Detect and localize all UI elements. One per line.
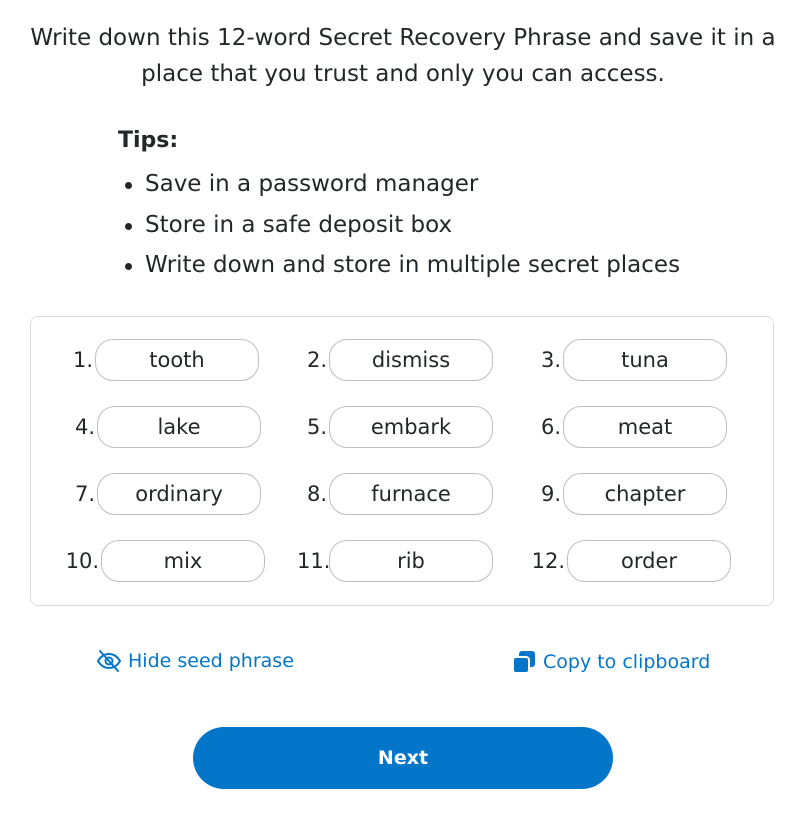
word-index: 10. — [65, 549, 99, 573]
word-index: 3. — [540, 348, 561, 372]
word-item-8 — [303, 473, 493, 515]
word-index: 6. — [540, 415, 561, 439]
next-button[interactable]: Next — [193, 727, 613, 789]
word-chip: meat — [563, 406, 727, 448]
word-index: 2. — [306, 348, 327, 372]
word-chip: order — [567, 540, 731, 582]
tip-item: Store in a safe deposit box — [118, 205, 758, 246]
word-item-4 — [67, 406, 261, 448]
word-item-6 — [537, 406, 727, 448]
word-index: 5. — [306, 415, 327, 439]
word-chip: mix — [101, 540, 265, 582]
instructions-line-2: place that you trust and only you can access. — [141, 61, 665, 87]
word-index: 9. — [540, 482, 561, 506]
word-index: 4. — [74, 415, 95, 439]
copy-to-clipboard-label: Copy to clipboard — [543, 651, 711, 673]
copy-to-clipboard-link[interactable] — [511, 649, 710, 675]
word-chip: tooth — [95, 339, 259, 381]
copy-icon — [511, 649, 537, 675]
word-item-9 — [537, 473, 727, 515]
word-index: 8. — [306, 482, 327, 506]
word-index: 7. — [74, 482, 95, 506]
tips-title: Tips: — [118, 128, 179, 153]
word-item-1 — [61, 339, 259, 381]
secret-phrase-box — [30, 316, 774, 606]
tips-list — [118, 164, 758, 286]
word-item-12 — [531, 540, 731, 582]
tip-item: Save in a password manager — [118, 164, 758, 205]
hide-seed-phrase-label: Hide seed phrase — [128, 650, 294, 672]
word-chip: tuna — [563, 339, 727, 381]
word-chip: ordinary — [97, 473, 261, 515]
word-index: 12. — [531, 549, 565, 573]
word-item-5 — [303, 406, 493, 448]
word-chip: lake — [97, 406, 261, 448]
instructions-line-1: Write down this 12-word Secret Recovery Phrase and save it in a — [30, 25, 776, 51]
word-item-3 — [537, 339, 727, 381]
word-index: 1. — [72, 348, 93, 372]
word-chip: embark — [329, 406, 493, 448]
word-item-11 — [297, 540, 493, 582]
word-item-2 — [303, 339, 493, 381]
word-item-7 — [67, 473, 261, 515]
word-chip: furnace — [329, 473, 493, 515]
eye-slash-icon — [96, 649, 122, 673]
hide-seed-phrase-link[interactable] — [96, 649, 294, 673]
word-index: 11. — [297, 549, 331, 573]
word-chip: chapter — [563, 473, 727, 515]
tips-section — [118, 124, 758, 286]
tip-item: Write down and store in multiple secret places — [118, 245, 758, 286]
word-chip: dismiss — [329, 339, 493, 381]
page-instructions — [20, 20, 786, 92]
word-item-10 — [61, 540, 265, 582]
word-chip: rib — [329, 540, 493, 582]
